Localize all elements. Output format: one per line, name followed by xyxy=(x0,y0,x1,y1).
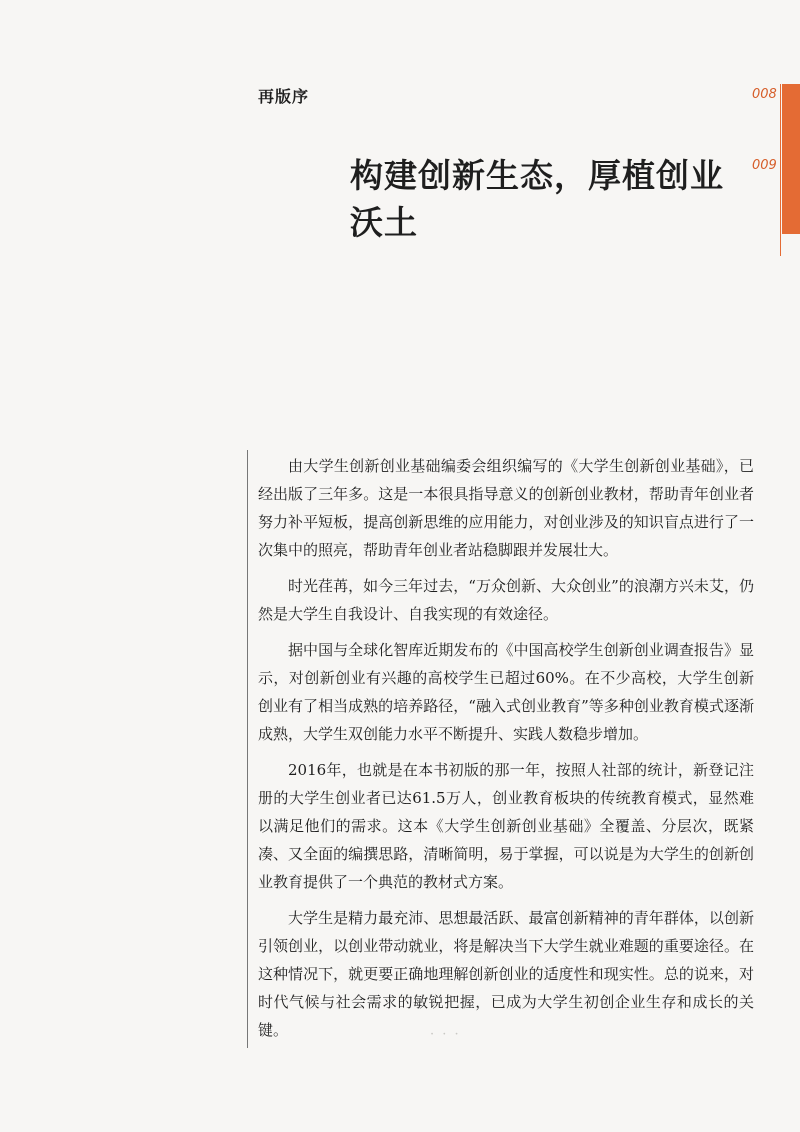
paragraph: 2016年，也就是在本书初版的那一年，按照人社部的统计，新登记注册的大学生创业者已达61.5万人，创业教育板块的传统教育模式，显然难以满足他们的需求。这本《大学生创新创业基础》全覆盖、分层次，既紧凑、又全面的编撰思路，清晰简明，易于掌握，可以说是为大学生的创新创业教育提供了一个典范的教材式方案。 xyxy=(258,761,754,891)
section-label: 再版序 xyxy=(258,87,310,106)
paragraph: 由大学生创新创业基础编委会组织编写的《大学生创新创业基础》，已经出版了三年多。这是一本很具指导意义的创新创业教材，帮助青年创业者努力补平短板，提高创新思维的应用能力，对创业涉及的知识盲点进行了一次集中的照亮，帮助青年创业者站稳脚跟并发展壮大。 xyxy=(258,457,754,559)
paragraph: 据中国与全球化智库近期发布的《中国高校学生创新创业调查报告》显示，对创新创业有兴趣的高校学生已超过60%。在不少高校，大学生创新创业有了相当成熟的培养路径，“融入式创业教育”等多种创业教育模式逐渐成熟，大学生双创能力水平不断提升、实践人数稳步增加。 xyxy=(258,641,754,743)
page-number-left: 008 xyxy=(752,87,777,102)
body-text xyxy=(258,452,754,1052)
chapter-title: 构建创新生态，厚植创业沃土 xyxy=(350,156,724,242)
accent-bar xyxy=(782,84,800,234)
body-margin-rule xyxy=(247,450,248,1048)
accent-rule xyxy=(780,84,781,256)
bleed-through-text: · · · xyxy=(430,1027,461,1042)
paragraph: 时光荏苒，如今三年过去，“万众创新、大众创业”的浪潮方兴未艾，仍然是大学生自我设计、自我实现的有效途径。 xyxy=(258,577,754,623)
paragraph: 大学生是精力最充沛、思想最活跃、最富创新精神的青年群体，以创新引领创业，以创业带动就业，将是解决当下大学生就业难题的重要途径。在这种情况下，就更要正确地理解创新创业的适度性和现实性。总的说来，对时代气候与社会需求的敏锐把握，已成为大学生初创企业生存和成长的关键。 xyxy=(258,909,754,1039)
page-number-right: 009 xyxy=(752,158,777,173)
